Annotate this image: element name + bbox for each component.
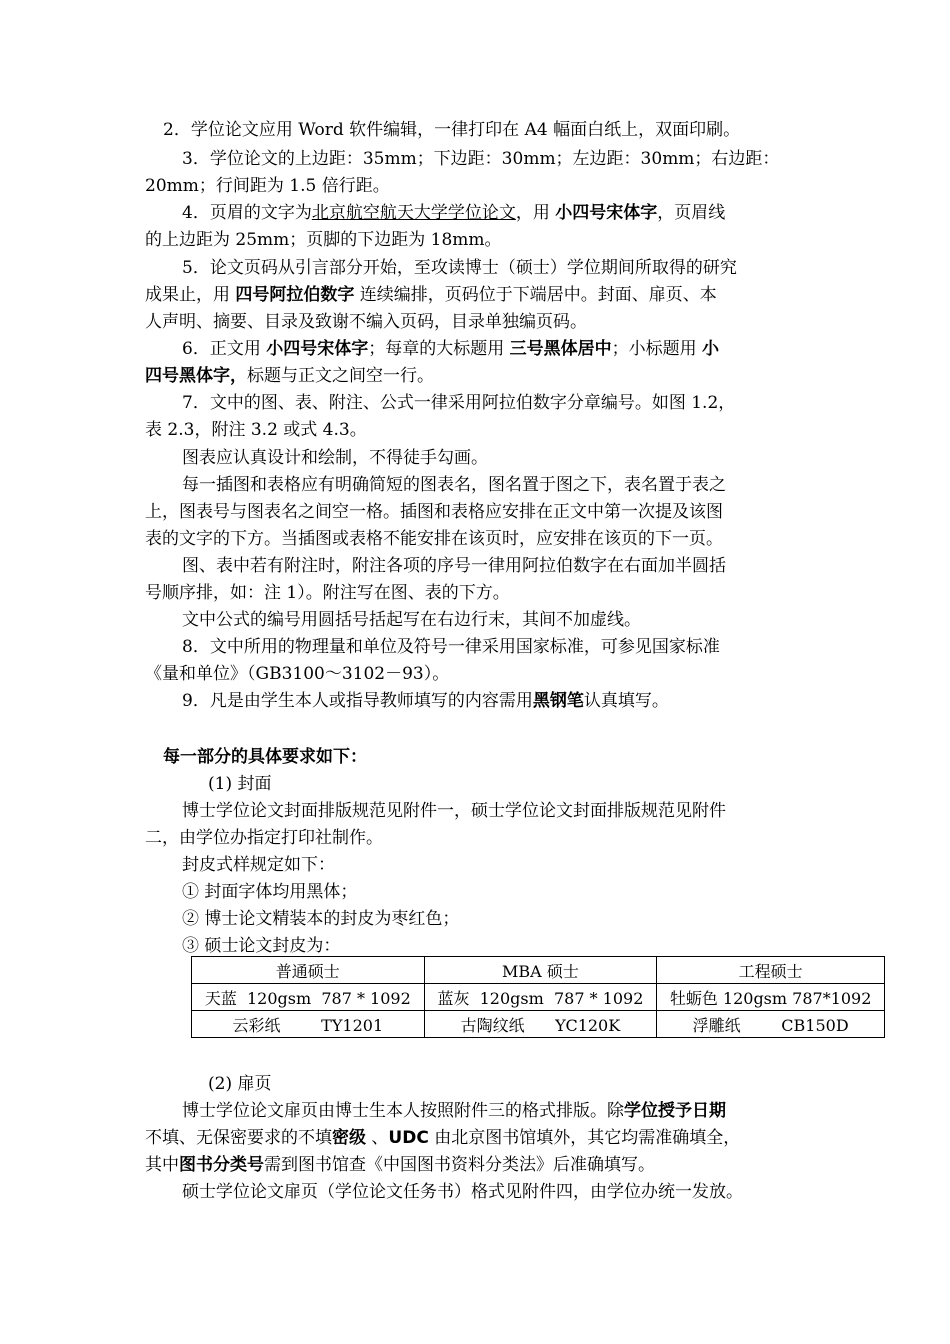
table-header-cell: 普通硕士 — [192, 957, 425, 984]
paragraph-7-line-2 — [145, 417, 805, 444]
paragraph-text: 、 — [366, 1128, 389, 1148]
paragraph-text: 表 2.3，附注 3.2 或式 4.3。 — [145, 420, 367, 440]
paragraph-text: ；小标题用 — [611, 339, 703, 359]
paragraph-text: ，用 — [515, 203, 556, 223]
bold-text: 密级 — [332, 1128, 366, 1148]
paragraph-5-line-1 — [145, 255, 805, 282]
paragraph-text: 7．文中的图、表、附注、公式一律采用阿拉伯数字分章编号。如图 1.2， — [182, 393, 736, 413]
bold-text: 三号黑体居中 — [509, 339, 612, 359]
paragraph-text: 二，由学位办指定打印社制作。 — [145, 828, 383, 848]
bold-text: 小四号宋体字 — [555, 203, 658, 223]
bold-text: 学位授予日期 — [624, 1101, 726, 1121]
table-cell: 古陶纹纸 YC120K — [424, 1011, 657, 1038]
paragraph-text: 不填、无保密要求的不填 — [145, 1128, 332, 1148]
table-cell: 蓝灰 120gsm 787 * 1092 — [424, 984, 657, 1011]
cover-paragraph-line-1 — [145, 798, 805, 825]
paragraph-text: ；每章的大标题用 — [368, 339, 510, 359]
bold-text: 小 — [702, 339, 720, 359]
paragraph-text: 文中公式的编号用圆括号括起写在右边行末，其间不加虚线。 — [182, 610, 641, 630]
paragraph-4-line-1 — [145, 200, 805, 227]
table-header-cell: MBA 硕士 — [424, 957, 657, 984]
paragraph-5-line-3 — [145, 309, 805, 336]
paragraph-2 — [163, 117, 823, 144]
table-cell: 天蓝 120gsm 787 * 1092 — [192, 984, 425, 1011]
paragraph-caption-line-1 — [145, 472, 805, 499]
cover-paper-table — [191, 956, 885, 1038]
paragraph-6-line-2 — [145, 363, 805, 390]
list-item-text: ① 封面字体均用黑体； — [182, 882, 358, 902]
bold-text: 图书分类号 — [179, 1155, 264, 1175]
paragraph-text: 人声明、摘要、目录及致谢不编入页码，目录单独编页码。 — [145, 312, 587, 332]
paragraph-text: 认真填写。 — [583, 691, 669, 711]
table-row — [192, 1011, 885, 1038]
cover-style-intro — [145, 852, 805, 879]
paragraph-text: 图、表中若有附注时，附注各项的序号一律用阿拉伯数字在右面加半圆括 — [182, 556, 726, 576]
table-header-row — [192, 957, 885, 984]
subheading-text: (1) 封面 — [208, 774, 272, 794]
paragraph-text: ，页眉线 — [657, 203, 726, 223]
table-header-cell: 工程硕士 — [657, 957, 885, 984]
bold-text: UDC — [388, 1128, 429, 1148]
paragraph-text: 上，图表号与图表名之间空一格。插图和表格应安排在正文中第一次提及该图 — [145, 502, 723, 522]
paragraph-text: 5．论文页码从引言部分开始，至攻读博士（硕士）学位期间所取得的研究 — [182, 258, 737, 278]
paragraph-text: 需到图书馆查《中国图书资料分类法》后准确填写。 — [264, 1155, 655, 1175]
paragraph-figure-design — [145, 445, 805, 472]
title-page-subheading — [208, 1071, 868, 1098]
paragraph-text: 博士学位论文扉页由博士生本人按照附件三的格式排版。除 — [182, 1101, 624, 1121]
list-item-text: ③ 硕士论文封皮为： — [182, 936, 341, 956]
paragraph-3-line-2 — [145, 173, 805, 200]
paragraph-text: 20mm；行间距为 1.5 倍行距。 — [145, 176, 390, 196]
paragraph-text: 4．页眉的文字为 — [182, 203, 312, 223]
paragraph-3-line-1 — [145, 146, 805, 173]
paragraph-caption-line-2 — [145, 499, 805, 526]
paragraph-text: 其中 — [145, 1155, 179, 1175]
paragraph-text: 图表应认真设计和绘制，不得徒手勾画。 — [182, 448, 488, 468]
paragraph-8-line-2 — [145, 661, 805, 688]
subheading-text: (2) 扉页 — [208, 1074, 272, 1094]
paragraph-text: 6．正文用 — [182, 339, 267, 359]
title-page-line-2 — [145, 1125, 805, 1152]
paragraph-formula — [145, 607, 805, 634]
paragraph-text: 3．学位论文的上边距：35mm；下边距：30mm；左边距：30mm；右边距： — [182, 149, 780, 169]
paragraph-text: 封皮式样规定如下： — [182, 855, 335, 875]
paragraph-6-line-1 — [145, 336, 805, 363]
paragraph-text: 由北京图书馆填外，其它均需准确填全， — [428, 1128, 741, 1148]
table-cell: 浮雕纸 CB150D — [657, 1011, 885, 1038]
paragraph-note-line-1 — [145, 553, 805, 580]
title-page-line-1 — [145, 1098, 805, 1125]
cover-paragraph-line-2 — [145, 825, 805, 852]
bold-text: 四号黑体字， — [145, 366, 247, 386]
paragraph-text: 9．凡是由学生本人或指导教师填写的内容需用 — [182, 691, 533, 711]
paragraph-text: 连续编排，页码位于下端居中。封面、扉页、本 — [354, 285, 717, 305]
paragraph-caption-line-3 — [145, 526, 805, 553]
cover-subheading — [208, 771, 868, 798]
paragraph-text: 每一插图和表格应有明确简短的图表名，图名置于图之下，表名置于表之 — [182, 475, 726, 495]
bold-text: 四号阿拉伯数字 — [235, 285, 355, 305]
underlined-text: 北京航空航天大学学位论文 — [311, 203, 516, 223]
paragraph-text: 标题与正文之间空一行。 — [247, 366, 434, 386]
paragraph-text: 硕士学位论文扉页（学位论文任务书）格式见附件四，由学位办统一发放。 — [182, 1182, 743, 1202]
paragraph-text: 8．文中所用的物理量和单位及符号一律采用国家标准，可参见国家标准 — [182, 637, 720, 657]
paragraph-text: 号顺序排，如：注 1）。附注写在图、表的下方。 — [145, 583, 510, 603]
table-row — [192, 984, 885, 1011]
bold-text: 小四号宋体字 — [266, 339, 369, 359]
paragraph-4-line-2 — [145, 227, 805, 254]
paragraph-text: 2．学位论文应用 Word 软件编辑，一律打印在 A4 幅面白纸上，双面印刷。 — [163, 120, 741, 140]
title-page-line-3 — [145, 1152, 805, 1179]
paragraph-text: 《量和单位》（GB3100～3102－93）。 — [145, 664, 450, 684]
section-heading: 每一部分的具体要求如下： — [163, 747, 367, 767]
cover-item-2 — [145, 906, 805, 933]
paragraph-text: 博士学位论文封面排版规范见附件一，硕士学位论文封面排版规范见附件 — [182, 801, 726, 821]
paragraph-7-line-1 — [145, 390, 805, 417]
paragraph-text: 的上边距为 25mm；页脚的下边距为 18mm。 — [145, 230, 502, 250]
paragraph-8-line-1 — [145, 634, 805, 661]
paragraph-text: 表的文字的下方。当插图或表格不能安排在该页时，应安排在该页的下一页。 — [145, 529, 723, 549]
cover-item-1 — [145, 879, 805, 906]
paragraph-5-line-2 — [145, 282, 805, 309]
title-page-master-paragraph — [145, 1179, 805, 1206]
list-item-text: ② 博士论文精装本的封皮为枣红色； — [182, 909, 460, 929]
bold-text: 黑钢笔 — [532, 691, 584, 711]
table-cell: 牡蛎色 120gsm 787*1092 — [657, 984, 885, 1011]
table-cell: 云彩纸 TY1201 — [192, 1011, 425, 1038]
paragraph-note-line-2 — [145, 580, 805, 607]
paragraph-9 — [145, 688, 805, 715]
paragraph-text: 成果止，用 — [145, 285, 236, 305]
